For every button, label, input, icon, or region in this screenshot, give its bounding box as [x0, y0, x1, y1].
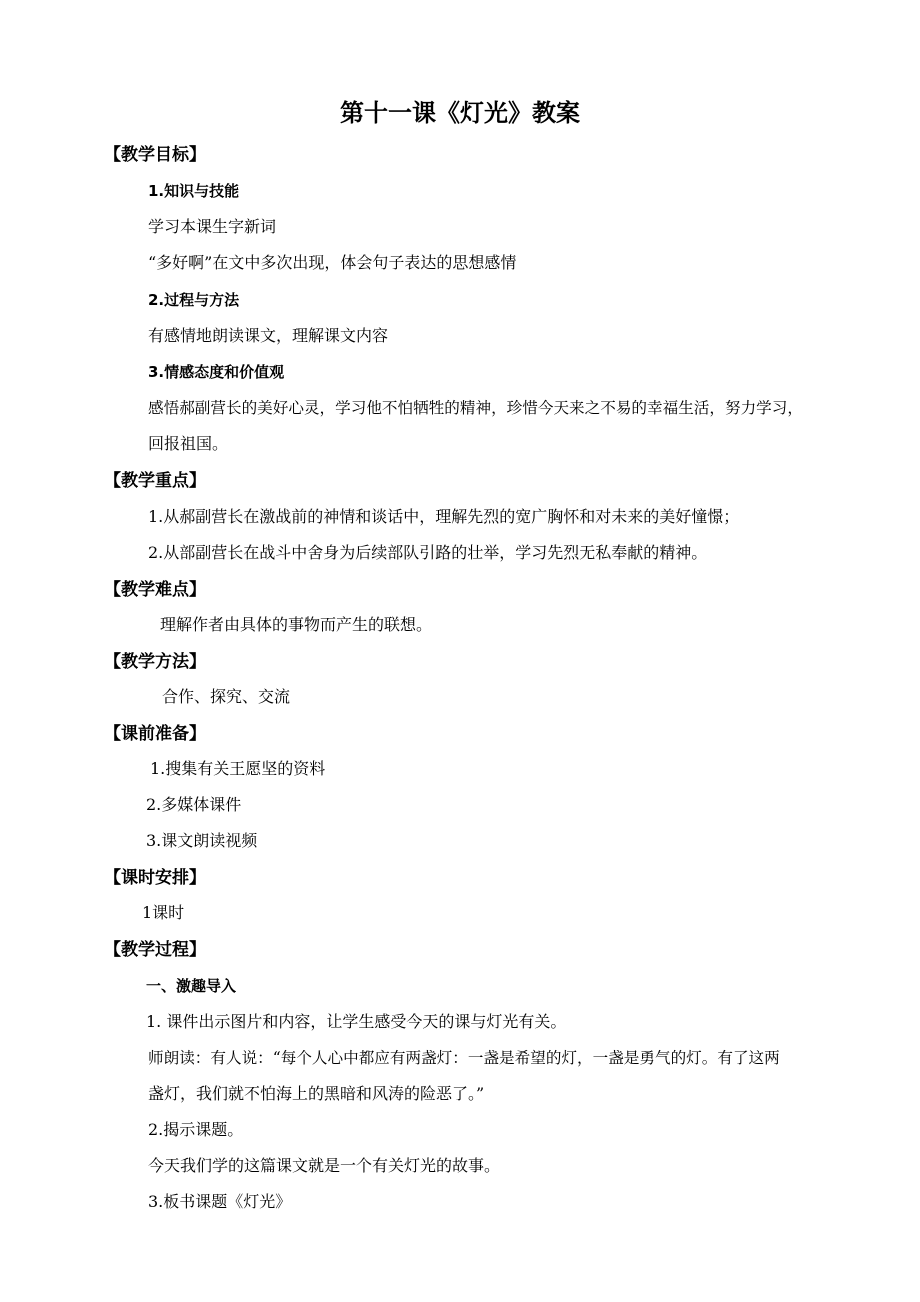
list-item: 2.多媒体课件 — [146, 795, 242, 814]
section-heading-key-points: 【教学重点】 — [104, 471, 206, 491]
paragraph: 学习本课生字新词 — [148, 217, 277, 236]
paragraph: 有感情地朗读课文，理解课文内容 — [148, 326, 389, 345]
section-heading-preparation: 【课前准备】 — [104, 724, 206, 744]
paragraph: 今天我们学的这篇课文就是一个有关灯光的故事。 — [148, 1156, 501, 1175]
section-heading-difficulties: 【教学难点】 — [104, 580, 206, 600]
paragraph: 师朗读：有人说：“每个人心中都应有两盏灯：一盏是希望的灯，一盏是勇气的灯。有了这两 — [148, 1049, 780, 1067]
paragraph: 盏灯，我们就不怕海上的黑暗和风涛的险恶了。” — [148, 1084, 485, 1103]
list-item: 2.揭示课题。 — [148, 1120, 244, 1139]
subheading-introduction: 一、激趣导入 — [146, 977, 237, 995]
paragraph: 2.从部副营长在战斗中舍身为后续部队引路的壮举，学习先烈无私奉献的精神。 — [148, 543, 708, 562]
paragraph: 合作、探究、交流 — [162, 687, 291, 706]
paragraph: 感悟郝副营长的美好心灵，学习他不怕牺牲的精神，珍惜今天来之不易的幸福生活，努力学习， — [148, 399, 803, 417]
paragraph: “多好啊”在文中多次出现，体会句子表达的思想感情 — [148, 253, 517, 272]
document-title: 第十一课《灯光》教案 — [340, 99, 580, 127]
list-item: 3.板书课题《灯光》 — [148, 1192, 292, 1211]
section-heading-schedule: 【课时安排】 — [104, 868, 206, 888]
list-item: 1. 课件出示图片和内容，让学生感受今天的课与灯光有关。 — [146, 1012, 567, 1031]
paragraph: 回报祖国。 — [148, 434, 229, 453]
subheading-knowledge-skills: 1.知识与技能 — [148, 182, 240, 200]
list-item: 3.课文朗读视频 — [146, 831, 258, 850]
list-item: 1.搜集有关王愿坚的资料 — [150, 759, 326, 778]
paragraph: 1课时 — [142, 903, 185, 922]
subheading-emotion-values: 3.情感态度和价值观 — [148, 363, 285, 381]
section-heading-process: 【教学过程】 — [104, 940, 206, 960]
section-heading-objectives: 【教学目标】 — [104, 145, 206, 165]
paragraph: 理解作者由具体的事物而产生的联想。 — [160, 615, 433, 634]
section-heading-methods: 【教学方法】 — [104, 652, 206, 672]
subheading-process-method: 2.过程与方法 — [148, 291, 240, 309]
paragraph: 1.从郝副营长在激战前的神情和谈话中，理解先烈的宽广胸怀和对未来的美好憧憬； — [148, 507, 740, 526]
